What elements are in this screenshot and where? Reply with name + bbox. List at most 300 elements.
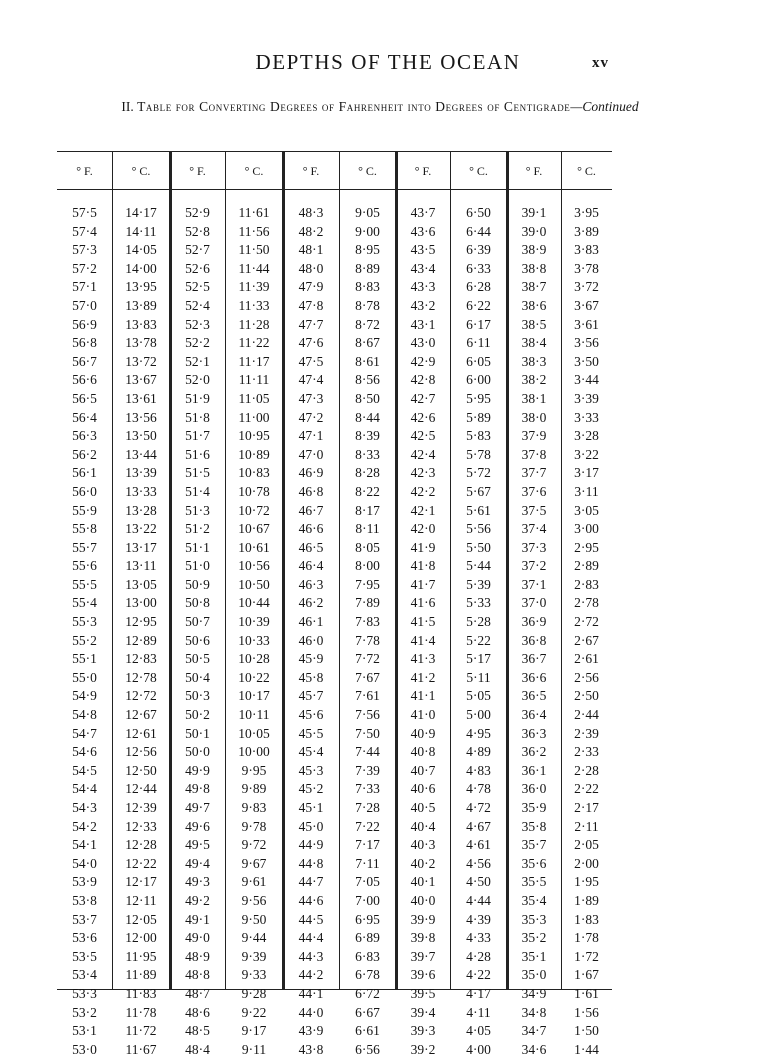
table-cell: 39·9: [410, 911, 436, 927]
table-cell: 4·67: [466, 818, 491, 834]
table-cell: 37·6: [521, 483, 547, 499]
header-centigrade: ° C.: [244, 164, 264, 178]
table-cell: 2·33: [574, 744, 599, 760]
table-cell: 57·5: [72, 205, 97, 220]
header-centigrade: ° C.: [358, 164, 377, 178]
table-cell: 7·44: [355, 744, 380, 760]
table-cell: 53·0: [72, 1041, 97, 1057]
table-cell: 56·1: [72, 465, 97, 481]
table-cell: 2·50: [574, 688, 599, 704]
table-cell: 53·2: [72, 1004, 97, 1020]
table-cell: 1·83: [574, 911, 599, 927]
table-cell: 9·22: [241, 1004, 267, 1020]
table-cell: 3·22: [574, 446, 599, 462]
table-cell: 39·7: [410, 948, 436, 964]
table-cell: 35·5: [521, 874, 547, 890]
table-cell: 49·2: [185, 892, 210, 908]
table-cell: 37·3: [521, 539, 547, 555]
header-fahrenheit: ° F.: [525, 164, 543, 178]
table-cell: 3·83: [574, 242, 599, 258]
table-cell: 40·1: [410, 874, 436, 890]
table-cell: 45·7: [298, 688, 324, 704]
fahrenheit-column: [396, 204, 450, 1059]
table-cell: 47·1: [298, 428, 324, 444]
table-cell: 11·17: [238, 353, 270, 369]
table-cell: 37·4: [521, 521, 547, 537]
table-cell: 2·72: [574, 614, 599, 630]
table-cell: 43·6: [410, 223, 436, 239]
table-cell: 48·5: [185, 1023, 210, 1039]
table-cell: 52·0: [185, 372, 210, 388]
table-cell: 2·89: [574, 558, 599, 574]
table-cell: 40·9: [410, 725, 436, 741]
table-cell: 34·9: [521, 985, 547, 1001]
table-cell: 8·56: [355, 372, 380, 388]
table-cell: 36·0: [521, 781, 547, 797]
table-cell: 5·33: [466, 595, 491, 611]
table-cell: 47·7: [298, 316, 324, 332]
table-cell: 6·95: [355, 911, 380, 927]
table-cell: 49·6: [185, 818, 210, 834]
table-cell: 2·22: [574, 781, 599, 797]
table-cell: 9·33: [241, 967, 267, 983]
table-cell: 7·39: [355, 762, 380, 778]
table-cell: 42·0: [410, 521, 436, 537]
table-cell: 5·95: [466, 390, 491, 406]
table-cell: 13·83: [125, 316, 157, 332]
table-cell: 8·44: [355, 409, 380, 425]
table-cell: 50·3: [185, 688, 210, 704]
table-cell: 3·78: [574, 260, 599, 276]
table-cell: 9·44: [241, 930, 267, 946]
table-cell: 7·95: [355, 576, 380, 592]
table-cell: 46·4: [298, 558, 324, 574]
header-fahrenheit: ° F.: [414, 164, 432, 178]
table-cell: 43·0: [410, 335, 436, 351]
table-cell: 35·6: [521, 855, 547, 871]
table-cell: 42·4: [410, 446, 436, 462]
table-cell: 43·1: [410, 316, 436, 332]
table-cell: 40·0: [410, 892, 436, 908]
table-cell: 35·3: [521, 911, 547, 927]
table-cell: 36·7: [521, 651, 547, 667]
table-cell: 49·8: [185, 781, 210, 797]
table-cell: 51·6: [185, 446, 210, 462]
table-cell: 9·89: [241, 781, 267, 797]
table-cell: 8·00: [355, 558, 380, 574]
table-cell: 4·56: [466, 855, 491, 871]
table-cell: 7·67: [355, 669, 380, 685]
table-cell: 13·11: [125, 558, 157, 574]
table-cell: 54·9: [72, 688, 97, 704]
table-cell: 51·9: [185, 390, 210, 406]
table-cell: 4·33: [466, 930, 491, 946]
table-cell: 43·8: [298, 1041, 324, 1057]
centigrade-column: [561, 204, 612, 1059]
table-cell: 3·00: [574, 521, 599, 537]
table-cell: 13·05: [125, 576, 157, 592]
table-cell: 51·5: [185, 465, 210, 481]
table-cell: 8·61: [355, 353, 380, 369]
table-cell: 35·1: [521, 948, 547, 964]
table-cell: 11·39: [238, 279, 270, 295]
table-cell: 43·3: [410, 279, 436, 295]
table-cell: 2·11: [574, 818, 599, 834]
table-cell: 38·6: [521, 297, 547, 313]
table-cell: 53·4: [72, 967, 97, 983]
table-cell: 4·22: [466, 967, 491, 983]
table-cell: 5·28: [466, 614, 491, 630]
table-cell: 55·4: [72, 595, 97, 611]
table-cell: 38·5: [521, 316, 547, 332]
table-cell: 5·39: [466, 576, 491, 592]
header-fahrenheit: ° F.: [302, 164, 320, 178]
table-title: Table for Converting Degrees of Fahrenheit into Degrees of Centigrade: [137, 99, 571, 114]
table-cell: 37·1: [521, 576, 547, 592]
table-cell: 51·3: [185, 502, 210, 518]
table-cell: 10·33: [238, 632, 270, 648]
table-cell: 46·2: [298, 595, 324, 611]
table-cell: 46·0: [298, 632, 324, 648]
table-cell: 7·33: [355, 781, 380, 797]
table-cell: 41·5: [410, 614, 436, 630]
table-cell: 7·83: [355, 614, 380, 630]
table-cell: 55·1: [72, 651, 97, 667]
table-cell: 4·89: [466, 744, 491, 760]
table-cell: 9·05: [355, 205, 380, 220]
table-cell: 5·83: [466, 428, 491, 444]
table-cell: 52·6: [185, 260, 210, 276]
table-cell: 10·28: [238, 651, 270, 667]
table-cell: 11·00: [238, 409, 270, 425]
table-cell: 50·1: [185, 725, 210, 741]
table-cell: 48·9: [185, 948, 210, 964]
table-cell: 11·11: [238, 372, 270, 388]
table-cell: 9·78: [241, 818, 267, 834]
table-cell: 7·89: [355, 595, 380, 611]
table-cell: 13·17: [125, 539, 157, 555]
table-cell: 50·4: [185, 669, 210, 685]
table-cell: 34·8: [521, 1004, 547, 1020]
table-cell: 2·95: [574, 539, 599, 555]
running-title: DEPTHS OF THE OCEAN: [255, 50, 521, 74]
table-cell: 9·50: [241, 911, 267, 927]
table-cell: 44·5: [298, 911, 324, 927]
table-cell: 12·28: [125, 837, 157, 853]
table-cell: 45·3: [298, 762, 324, 778]
table-cell: 34·6: [521, 1041, 547, 1057]
table-cell: 52·8: [185, 223, 210, 239]
table-cell: 44·9: [298, 837, 324, 853]
table-cell: 52·5: [185, 279, 210, 295]
table-cell: 6·78: [355, 967, 380, 983]
table-cell: 40·3: [410, 837, 436, 853]
table-cell: 48·4: [185, 1041, 210, 1057]
table-cell: 5·05: [466, 688, 491, 704]
table-cell: 14·00: [125, 260, 157, 276]
table-cell: 51·0: [185, 558, 210, 574]
table-cell: 4·78: [466, 781, 491, 797]
table-cell: 48·0: [298, 260, 324, 276]
table-cell: 34·7: [521, 1023, 547, 1039]
table-cell: 6·61: [355, 1023, 380, 1039]
table-cell: 8·39: [355, 428, 380, 444]
table-cell: 41·6: [410, 595, 436, 611]
table-cell: 1·78: [574, 930, 599, 946]
table-cell: 37·7: [521, 465, 547, 481]
table-cell: 44·2: [298, 967, 324, 983]
table-cell: 13·22: [125, 521, 157, 537]
table-cell: 11·78: [125, 1004, 157, 1020]
table-cell: 38·1: [521, 390, 547, 406]
table-cell: 41·9: [410, 539, 436, 555]
table-cell: 2·83: [574, 576, 599, 592]
table-cell: 13·78: [125, 335, 157, 351]
table-cell: 42·8: [410, 372, 436, 388]
table-cell: 8·28: [355, 465, 380, 481]
table-cell: 46·6: [298, 521, 324, 537]
table-cell: 8·33: [355, 446, 380, 462]
table-cell: 3·67: [574, 297, 599, 313]
table-cell: 41·8: [410, 558, 436, 574]
table-cell: 6·17: [466, 316, 491, 332]
table-cell: 13·50: [125, 428, 157, 444]
table-cell: 36·9: [521, 614, 547, 630]
table-cell: 40·5: [410, 800, 436, 815]
table-cell: 38·4: [521, 335, 547, 351]
table-cell: 1·72: [574, 948, 599, 964]
table-cell: 12·44: [125, 781, 157, 797]
table-cell: 12·50: [125, 762, 157, 778]
table-cell: 44·7: [298, 874, 324, 890]
table-cell: 39·4: [410, 1004, 436, 1020]
table-cell: 40·6: [410, 781, 436, 797]
table-cell: 55·6: [72, 558, 97, 574]
table-cell: 3·11: [574, 483, 599, 499]
header-fahrenheit: ° F.: [189, 164, 206, 178]
table-cell: 57·2: [72, 260, 97, 276]
table-cell: 10·22: [238, 669, 270, 685]
table-cell: 37·5: [521, 502, 547, 518]
table-cell: 35·4: [521, 892, 547, 908]
table-cell: 9·95: [241, 762, 267, 778]
table-cell: 40·7: [410, 762, 436, 778]
table-cell: 9·56: [241, 892, 267, 908]
table-cell: 41·0: [410, 707, 436, 723]
table-cell: 56·0: [72, 483, 97, 499]
table-cell: 1·67: [574, 967, 599, 983]
table-cell: 38·3: [521, 353, 547, 369]
table-cell: 10·72: [238, 502, 270, 518]
table-cell: 10·11: [238, 707, 270, 723]
table-cell: 46·1: [298, 614, 324, 630]
table-cell: 4·95: [466, 725, 491, 741]
table-cell: 10·89: [238, 446, 270, 462]
table-cell: 10·67: [238, 521, 270, 537]
table-cell: 11·61: [238, 205, 270, 220]
table-cell: 10·50: [238, 576, 270, 592]
table-cell: 6·83: [355, 948, 380, 964]
table-cell: 52·3: [185, 316, 210, 332]
table-cell: 41·4: [410, 632, 436, 648]
table-cell: 5·17: [466, 651, 491, 667]
table-cell: 8·05: [355, 539, 380, 555]
table-cell: 48·8: [185, 967, 210, 983]
table-cell: 1·50: [574, 1023, 599, 1039]
table-cell: 10·17: [238, 688, 270, 704]
table-cell: 44·4: [298, 930, 324, 946]
table-number: II.: [121, 99, 134, 114]
table-cell: 3·39: [574, 390, 599, 406]
table-cell: 52·9: [185, 205, 210, 220]
table-cell: 11·28: [238, 316, 270, 332]
table-cell: 13·33: [125, 483, 157, 499]
table-cell: 13·61: [125, 390, 157, 406]
table-cell: 56·2: [72, 446, 97, 462]
table-cell: 9·61: [241, 874, 267, 890]
table-cell: 37·8: [521, 446, 547, 462]
table-cell: 57·1: [72, 279, 97, 295]
table-cell: 49·3: [185, 874, 210, 890]
table-cell: 4·05: [466, 1023, 491, 1039]
table-cell: 38·7: [521, 279, 547, 295]
table-cell: 7·11: [355, 855, 380, 871]
table-cell: 12·95: [125, 614, 157, 630]
table-cell: 45·8: [298, 669, 324, 685]
table-cell: 4·00: [466, 1041, 491, 1057]
header-fahrenheit: ° F.: [76, 164, 93, 178]
table-cell: 57·3: [72, 242, 97, 258]
table-cell: 49·1: [185, 911, 210, 927]
table-cell: 51·8: [185, 409, 210, 425]
table-cell: 6·22: [466, 297, 491, 313]
table-cell: 45·0: [298, 818, 324, 834]
table-cell: 45·1: [298, 800, 324, 815]
page-number: xv: [592, 55, 609, 71]
table-cell: 6·39: [466, 242, 491, 258]
table-cell: 11·83: [125, 985, 157, 1001]
table-cell: 6·11: [466, 335, 491, 351]
table-cell: 1·95: [574, 874, 599, 890]
table-cell: 13·89: [125, 297, 157, 313]
table-cell: 48·1: [298, 242, 324, 258]
header-centigrade: ° C.: [131, 164, 151, 178]
table-cell: 8·50: [355, 390, 380, 406]
table-cell: 38·2: [521, 372, 547, 388]
table-cell: 11·44: [238, 260, 270, 276]
table-cell: 51·2: [185, 521, 210, 537]
table-cell: 10·44: [238, 595, 270, 611]
table-cell: 4·44: [466, 892, 491, 908]
table-cell: 5·56: [466, 521, 491, 537]
table-cell: 9·28: [241, 985, 267, 1001]
table-cell: 14·11: [125, 223, 157, 239]
table-cell: 38·9: [521, 242, 547, 258]
table-cell: 2·61: [574, 651, 599, 667]
table-cell: 2·44: [574, 707, 599, 723]
table-cell: 4·83: [466, 762, 491, 778]
table-cell: 44·8: [298, 855, 324, 871]
table-cell: 3·95: [574, 205, 599, 220]
table-cell: 55·5: [72, 576, 97, 592]
table-cell: 54·1: [72, 837, 97, 853]
table-cell: 12·83: [125, 651, 157, 667]
table-cell: 37·0: [521, 595, 547, 611]
table-cell: 4·28: [466, 948, 491, 964]
table-cell: 42·1: [410, 502, 436, 518]
table-cell: 9·67: [241, 855, 267, 871]
table-cell: 10·61: [238, 539, 270, 555]
table-cell: 53·1: [72, 1023, 97, 1039]
table-cell: 4·39: [466, 911, 491, 927]
table-cell: 36·8: [521, 632, 547, 648]
table-cell: 47·2: [298, 409, 324, 425]
table-cell: 50·9: [185, 576, 210, 592]
table-cell: 56·3: [72, 428, 97, 444]
table-cell: 52·1: [185, 353, 210, 369]
table-cell: 9·83: [241, 800, 267, 815]
table-cell: 54·5: [72, 762, 97, 778]
table-cell: 43·4: [410, 260, 436, 276]
table-cell: 43·2: [410, 297, 436, 313]
table-cell: 51·4: [185, 483, 210, 499]
table-cell: 6·44: [466, 223, 491, 239]
table-cell: 43·9: [298, 1023, 324, 1039]
table-cell: 46·3: [298, 576, 324, 592]
table-cell: 54·2: [72, 818, 97, 834]
table-cell: 8·78: [355, 297, 380, 313]
table-cell: 8·89: [355, 260, 380, 276]
table-cell: 11·89: [125, 967, 157, 983]
table-cell: 47·9: [298, 279, 324, 295]
table-cell: 9·39: [241, 948, 267, 964]
table-cell: 9·17: [241, 1023, 267, 1039]
table-cell: 57·4: [72, 223, 97, 239]
table-cell: 56·5: [72, 390, 97, 406]
table-cell: 13·44: [125, 446, 157, 462]
table-cell: 8·17: [355, 502, 380, 518]
table-cell: 40·8: [410, 744, 436, 760]
table-cell: 53·8: [72, 892, 97, 908]
table-cell: 54·8: [72, 707, 97, 723]
table-cell: 55·3: [72, 614, 97, 630]
table-cell: 11·95: [125, 948, 157, 964]
table-cell: 44·1: [298, 985, 324, 1001]
table-cell: 44·3: [298, 948, 324, 964]
table-cell: 36·6: [521, 669, 547, 685]
table-cell: 42·6: [410, 409, 436, 425]
table-cell: 54·0: [72, 855, 97, 871]
table-cell: 46·8: [298, 483, 324, 499]
table-cell: 8·11: [355, 521, 380, 537]
table-cell: 54·7: [72, 725, 97, 741]
table-cell: 13·00: [125, 595, 157, 611]
table-cell: 9·72: [241, 837, 267, 853]
table-cell: 3·44: [574, 372, 599, 388]
table-cell: 39·0: [521, 223, 547, 239]
table-cell: 4·72: [466, 800, 491, 815]
table-cell: 5·50: [466, 539, 491, 555]
table-cell: 45·6: [298, 707, 324, 723]
table-cell: 11·72: [125, 1023, 157, 1039]
table-cell: 39·2: [410, 1041, 436, 1057]
table-cell: 3·56: [574, 335, 599, 351]
table-cell: 57·0: [72, 297, 97, 313]
table-cell: 12·78: [125, 669, 157, 685]
centigrade-column: [339, 204, 396, 1059]
table-cell: 44·0: [298, 1004, 324, 1020]
table-cell: 47·3: [298, 390, 324, 406]
